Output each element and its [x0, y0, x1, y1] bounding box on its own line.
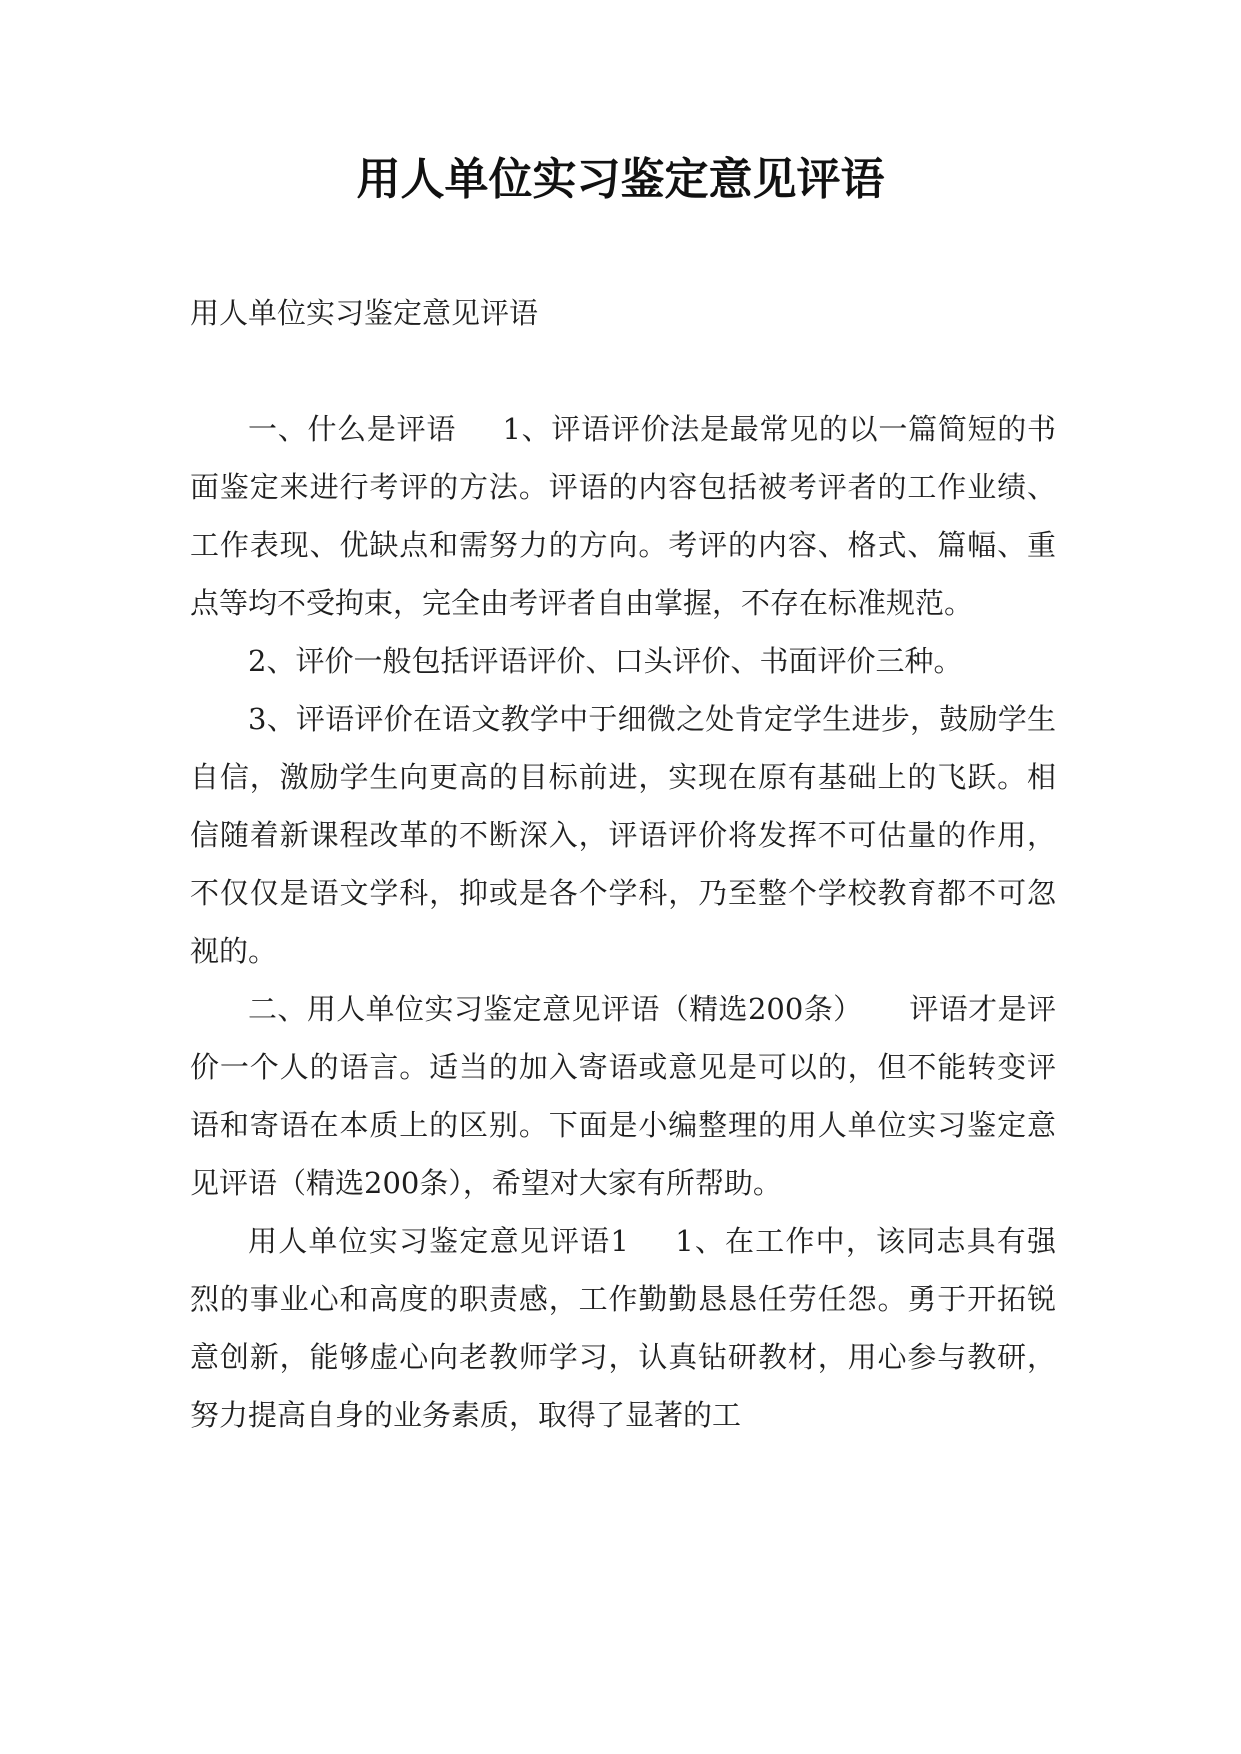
paragraph-text: 评语才是评价一个人的语言。适当的加入寄语或意见是可以的，但不能转变评语和寄语在本质上的区别。下面是小编整理的用人单位实习鉴定意见评语（精选200条），希望对大家有所帮助。: [190, 992, 1056, 1200]
paragraph-5: [190, 1212, 1056, 1444]
paragraph-text: 3、评语评价在语文教学中于细微之处肯定学生进步，鼓励学生自信，激励学生向更高的目标前进，实现在原有基础上的飞跃。相信随着新课程改革的不断深入，评语评价将发挥不可估量的作用，不仅仅是语文学科，抑或是各个学科，乃至整个学校教育都不可忽视的。: [190, 702, 1056, 968]
paragraph-text: 1、评语评价法是最常见的以一篇简短的书面鉴定来进行考评的方法。评语的内容包括被考评者的工作业绩、工作表现、优缺点和需努力的方向。考评的内容、格式、篇幅、重点等均不受拘束，完全由考评者自由掌握，不存在标准规范。: [190, 412, 1056, 620]
paragraph-lead: 二、用人单位实习鉴定意见评语（精选200条）: [248, 992, 863, 1026]
document-body: [190, 284, 1056, 1444]
paragraph-4: [190, 980, 1056, 1212]
document-subtitle: 用人单位实习鉴定意见评语: [190, 296, 539, 330]
paragraph-2: [190, 632, 1056, 690]
paragraph-3: [190, 690, 1056, 980]
document-title: 用人单位实习鉴定意见评语: [356, 154, 885, 205]
paragraph-lead: 用人单位实习鉴定意见评语1: [248, 1224, 629, 1258]
paragraph-1: [190, 400, 1056, 632]
paragraph-text: 1、在工作中，该同志具有强烈的事业心和高度的职责感，工作勤勤恳恳任劳任怨。勇于开拓锐意创新，能够虚心向老教师学习，认真钻研教材，用心参与教研，努力提高自身的业务素质，取得了显著的工: [190, 1224, 1057, 1432]
paragraph-lead: 一、什么是评语: [248, 412, 457, 446]
paragraph-text: 2、评价一般包括评语评价、口头评价、书面评价三种。: [248, 644, 963, 678]
